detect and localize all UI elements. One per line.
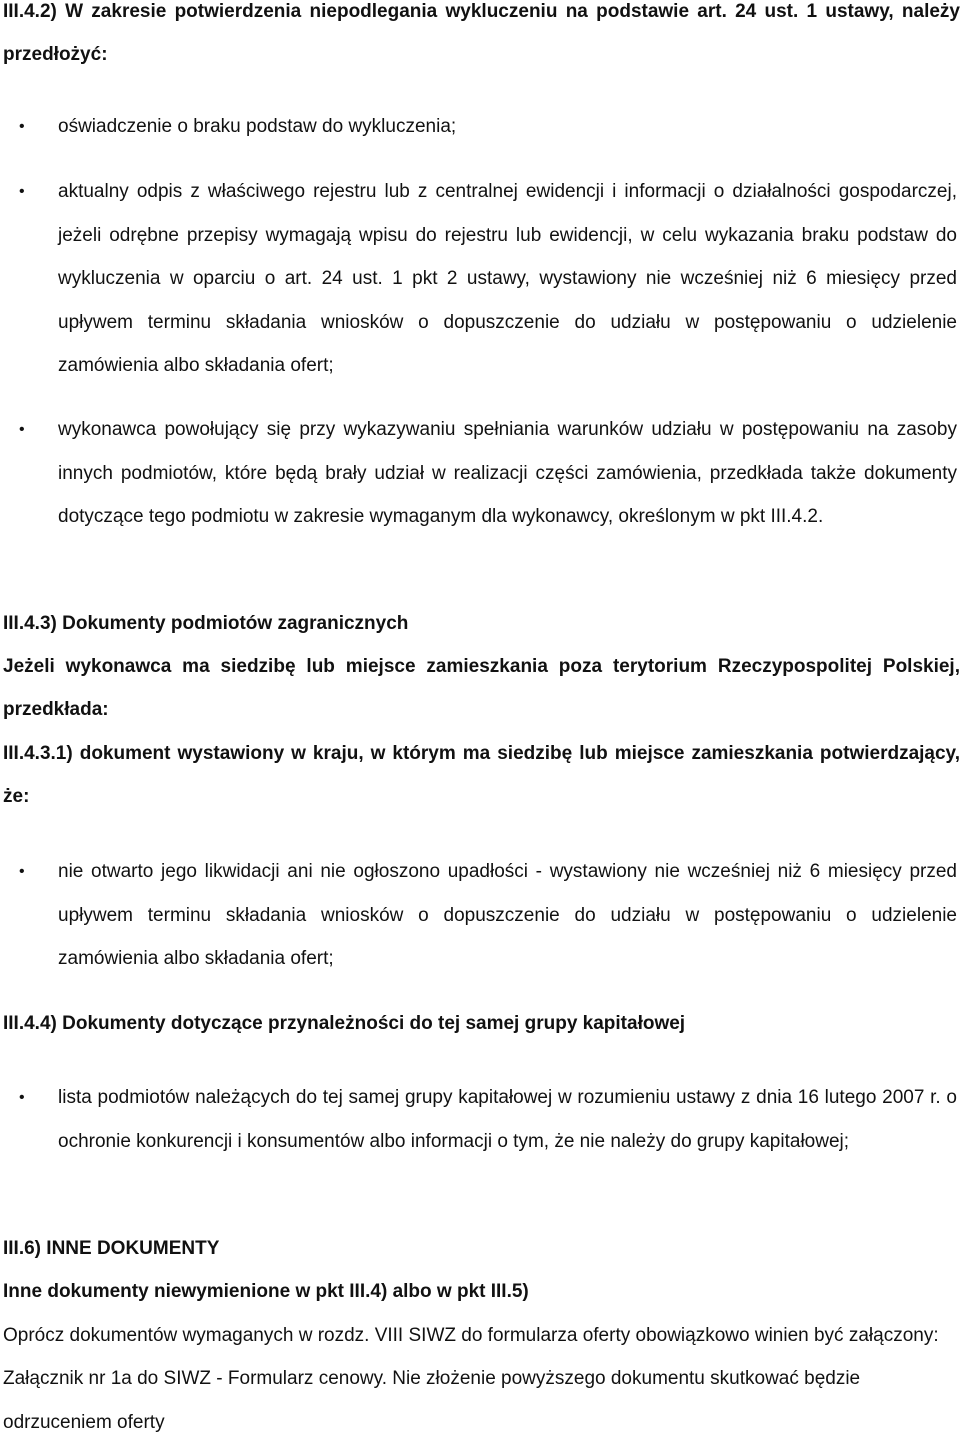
bullet-icon: • [19,1089,25,1106]
list-item: • lista podmiotów należących do tej samej grupy kapitałowej w rozumieniu ustawy z dnia 16 lutego 2007 r. o ochronie konkurencji i konsumentów albo informacji o tym, że nie należy do grupy kapitałowej; [0,1076,960,1163]
bullet-icon: • [19,118,25,135]
bullet-icon: • [19,421,25,438]
section-6-text: Oprócz dokumentów wymaganych w rozdz. VIII SIWZ do formularza oferty obowiązkowo winien być załączony: Załącznik nr 1a do SIWZ - Formularz cenowy. Nie złożenie powyższego dokumentu skutkować będzie odrzuceniem oferty [3,1325,939,1433]
section-4-2-heading: III.4.2) W zakresie potwierdzenia niepodlegania wykluczeniu na podstawie art. 24 ust. 1 ustawy, należy przedłożyć: [3,1,960,65]
section-4-2-list [0,105,960,149]
list-item: • nie otwarto jego likwidacji ani nie ogłoszono upadłości - wystawiony nie wcześniej niż 6 miesięcy przed upływem terminu składania wniosków o dopuszczenie do udziału w postępowaniu o udzielenie zamówienia albo składania ofert; [0,850,960,981]
section-4-4-heading: III.4.4) Dokumenty dotyczące przynależności do tej samej grupy kapitałowej [3,1013,686,1034]
bullet-icon: • [19,863,25,880]
section-6-heading: III.6) INNE DOKUMENTY [3,1238,220,1259]
section-4-4-list [0,1076,960,1163]
section-4-3-intro: Jeżeli wykonawca ma siedzibę lub miejsce zamieszkania poza terytorium Rzeczypospolitej Polskiej, przedkłada: [3,656,960,720]
list-item: • wykonawca powołujący się przy wykazywaniu spełniania warunków udziału w postępowaniu na zasoby innych podmiotów, które będą brały udział w realizacji części zamówienia, przedkłada także dokumenty dotyczące tego podmiotu w zakresie wymaganym dla wykonawcy, określonym w pkt III.4.2. [0,408,960,539]
list-item: • oświadczenie o braku podstaw do wykluczenia; [0,105,960,149]
section-4-3-1-list [0,850,960,981]
bullet-icon: • [19,183,25,200]
list-item: • aktualny odpis z właściwego rejestru lub z centralnej ewidencji i informacji o działalności gospodarczej, jeżeli odrębne przepisy wymagają wpisu do rejestru lub ewidencji, w celu wykazania braku podstaw do wykluczenia w oparciu o art. 24 ust. 1 pkt 2 ustawy, wystawiony nie wcześniej niż 6 miesięcy przed upływem terminu składania wniosków o dopuszczenie do udziału w postępowaniu o udzielenie zamówienia albo składania ofert; [0,170,960,388]
section-6-subheading: Inne dokumenty niewymienione w pkt III.4) albo w pkt III.5) [3,1281,529,1302]
section-4-2-list-3 [0,408,960,539]
section-4-3-1-heading: III.4.3.1) dokument wystawiony w kraju, w którym ma siedzibę lub miejsce zamieszkania potwierdzający, że: [3,743,960,807]
section-4-3-heading: III.4.3) Dokumenty podmiotów zagranicznych [3,613,409,634]
section-4-2-list-2 [0,170,960,388]
